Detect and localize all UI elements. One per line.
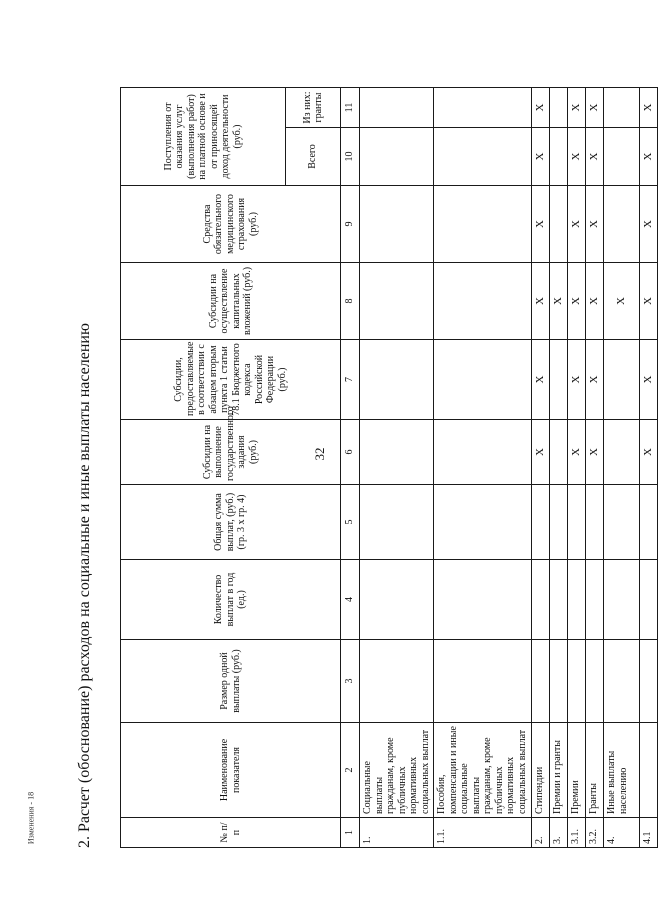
- cell-total-amount: [568, 485, 586, 560]
- cell-col7: X: [586, 340, 604, 420]
- cell-col7: [434, 340, 532, 420]
- cell-total-amount: [640, 485, 658, 560]
- row-number: 4.: [604, 818, 640, 848]
- header-capital-investment-subsidies: Субсидии на осуществление капитальных вложений (руб.): [121, 263, 341, 340]
- cell-payment-size: [586, 640, 604, 723]
- cell-total-amount: [586, 485, 604, 560]
- header-row: [121, 87, 286, 847]
- column-number: 3: [341, 640, 360, 723]
- cell-total-amount: [434, 485, 532, 560]
- cell-col8: X: [604, 263, 640, 340]
- cell-payments-count: [640, 560, 658, 640]
- cell-col11: X: [586, 87, 604, 127]
- cell-col9: [550, 186, 568, 263]
- row-name: Премии и гранты: [550, 723, 568, 818]
- cell-col11: [604, 87, 640, 127]
- row-name: Социальные выплаты гражданам, кроме публичных нормативных социальных выплат: [360, 723, 434, 818]
- header-payments-count: Количество выплат в год (ед.): [121, 560, 341, 640]
- cell-col8: [360, 263, 434, 340]
- cell-col10: [360, 128, 434, 186]
- cell-col7: X: [640, 340, 658, 420]
- column-number: 2: [341, 723, 360, 818]
- page-number: 32: [312, 447, 327, 461]
- header-grants-of-which: Из них: гранты: [286, 87, 341, 127]
- cell-col8: X: [586, 263, 604, 340]
- cell-col10: X: [586, 128, 604, 186]
- table-row: [434, 87, 532, 847]
- cell-col6: [360, 420, 434, 485]
- cell-col7: [550, 340, 568, 420]
- cell-col9: X: [568, 186, 586, 263]
- table-row: [640, 87, 658, 847]
- cell-col8: X: [550, 263, 568, 340]
- cell-col6: X: [532, 420, 550, 485]
- cell-payments-count: [604, 560, 640, 640]
- cell-col9: [434, 186, 532, 263]
- cell-payments-count: [360, 560, 434, 640]
- footer-revision-note: Изменения - 18: [26, 791, 36, 845]
- header-number: № п/п: [121, 818, 341, 848]
- column-number: 10: [341, 128, 360, 186]
- cell-total-amount: [532, 485, 550, 560]
- cell-col10: [604, 128, 640, 186]
- cell-col6: [550, 420, 568, 485]
- cell-col10: [434, 128, 532, 186]
- header-medical-insurance-funds: Средства обязательного медицинского страхования (руб.): [121, 186, 341, 263]
- social-payments-table: [120, 87, 658, 848]
- cell-col10: [550, 128, 568, 186]
- header-total-amount: Общая сумма выплат, (руб.) (гр. 3 х гр. 4): [121, 485, 341, 560]
- cell-col7: [360, 340, 434, 420]
- cell-col11: [550, 87, 568, 127]
- cell-col7: [604, 340, 640, 420]
- cell-col10: X: [640, 128, 658, 186]
- table-row: [360, 87, 434, 847]
- column-number: 11: [341, 87, 360, 127]
- table-row: [586, 87, 604, 847]
- cell-col9: [360, 186, 434, 263]
- cell-total-amount: [360, 485, 434, 560]
- row-number: 3.1.: [568, 818, 586, 848]
- cell-col6: X: [568, 420, 586, 485]
- cell-col11: [360, 87, 434, 127]
- header-total: Всего: [286, 128, 341, 186]
- row-number: 1.1.: [434, 818, 532, 848]
- row-number: 2.: [532, 818, 550, 848]
- cell-col6: [604, 420, 640, 485]
- row-number: 3.: [550, 818, 568, 848]
- column-number: 5: [341, 485, 360, 560]
- row-name: [640, 723, 658, 818]
- row-name: Иные выплаты населению: [604, 723, 640, 818]
- column-number-row: [341, 87, 360, 847]
- header-paid-services-income: Поступления от оказания услуг (выполнения работ) на платной основе и от приносящей доход деятельности (руб.): [121, 87, 286, 185]
- cell-col8: X: [640, 263, 658, 340]
- row-name: Гранты: [586, 723, 604, 818]
- column-number: 6: [341, 420, 360, 485]
- cell-payment-size: [360, 640, 434, 723]
- row-name: Стипендии: [532, 723, 550, 818]
- cell-col10: X: [532, 128, 550, 186]
- table-row: [550, 87, 568, 847]
- cell-payments-count: [586, 560, 604, 640]
- column-number: 4: [341, 560, 360, 640]
- section-title: 2. Расчет (обоснование) расходов на социальные и иные выплаты населению: [76, 323, 93, 848]
- cell-col9: X: [640, 186, 658, 263]
- table-row: [568, 87, 586, 847]
- column-number: 7: [341, 340, 360, 420]
- cell-col9: X: [586, 186, 604, 263]
- cell-col8: X: [532, 263, 550, 340]
- cell-col6: X: [640, 420, 658, 485]
- row-number: 4.1: [640, 818, 658, 848]
- cell-col6: [434, 420, 532, 485]
- row-number: 1.: [360, 818, 434, 848]
- cell-payment-size: [604, 640, 640, 723]
- cell-payment-size: [640, 640, 658, 723]
- cell-col10: X: [568, 128, 586, 186]
- cell-payment-size: [550, 640, 568, 723]
- cell-col8: [434, 263, 532, 340]
- cell-col9: [604, 186, 640, 263]
- cell-col11: [434, 87, 532, 127]
- cell-total-amount: [604, 485, 640, 560]
- cell-col8: X: [568, 263, 586, 340]
- cell-payment-size: [568, 640, 586, 723]
- cell-payments-count: [568, 560, 586, 640]
- row-name: Пособия, компенсации и иные социальные выплаты гражданам, кроме публичных нормативных социальных выплат: [434, 723, 532, 818]
- cell-col9: X: [532, 186, 550, 263]
- cell-col11: X: [640, 87, 658, 127]
- rotated-page-content: [76, 88, 655, 848]
- column-number: 8: [341, 263, 360, 340]
- table-row: [532, 87, 550, 847]
- row-number: 3.2.: [586, 818, 604, 848]
- cell-col7: X: [568, 340, 586, 420]
- cell-col6: X: [586, 420, 604, 485]
- cell-total-amount: [550, 485, 568, 560]
- header-payment-size: Размер одной выплаты (руб.): [121, 640, 341, 723]
- column-number: 1: [341, 818, 360, 848]
- table-row: [604, 87, 640, 847]
- column-number: 9: [341, 186, 360, 263]
- header-state-task-subsidies: Субсидии на выполнение государственного задания (руб.): [121, 420, 341, 485]
- cell-payments-count: [434, 560, 532, 640]
- header-indicator-name: Наименование показателя: [121, 723, 341, 818]
- cell-payments-count: [550, 560, 568, 640]
- cell-payments-count: [532, 560, 550, 640]
- cell-col7: X: [532, 340, 550, 420]
- cell-col11: X: [532, 87, 550, 127]
- cell-payment-size: [532, 640, 550, 723]
- cell-col11: X: [568, 87, 586, 127]
- header-78-1-subsidies: Субсидии, предоставляемые в соответствии с абзацем вторым пункта 1 статьи 78.1 Бюджетного кодекса Российской Федерации (руб.): [121, 340, 341, 420]
- row-name: Премии: [568, 723, 586, 818]
- cell-payment-size: [434, 640, 532, 723]
